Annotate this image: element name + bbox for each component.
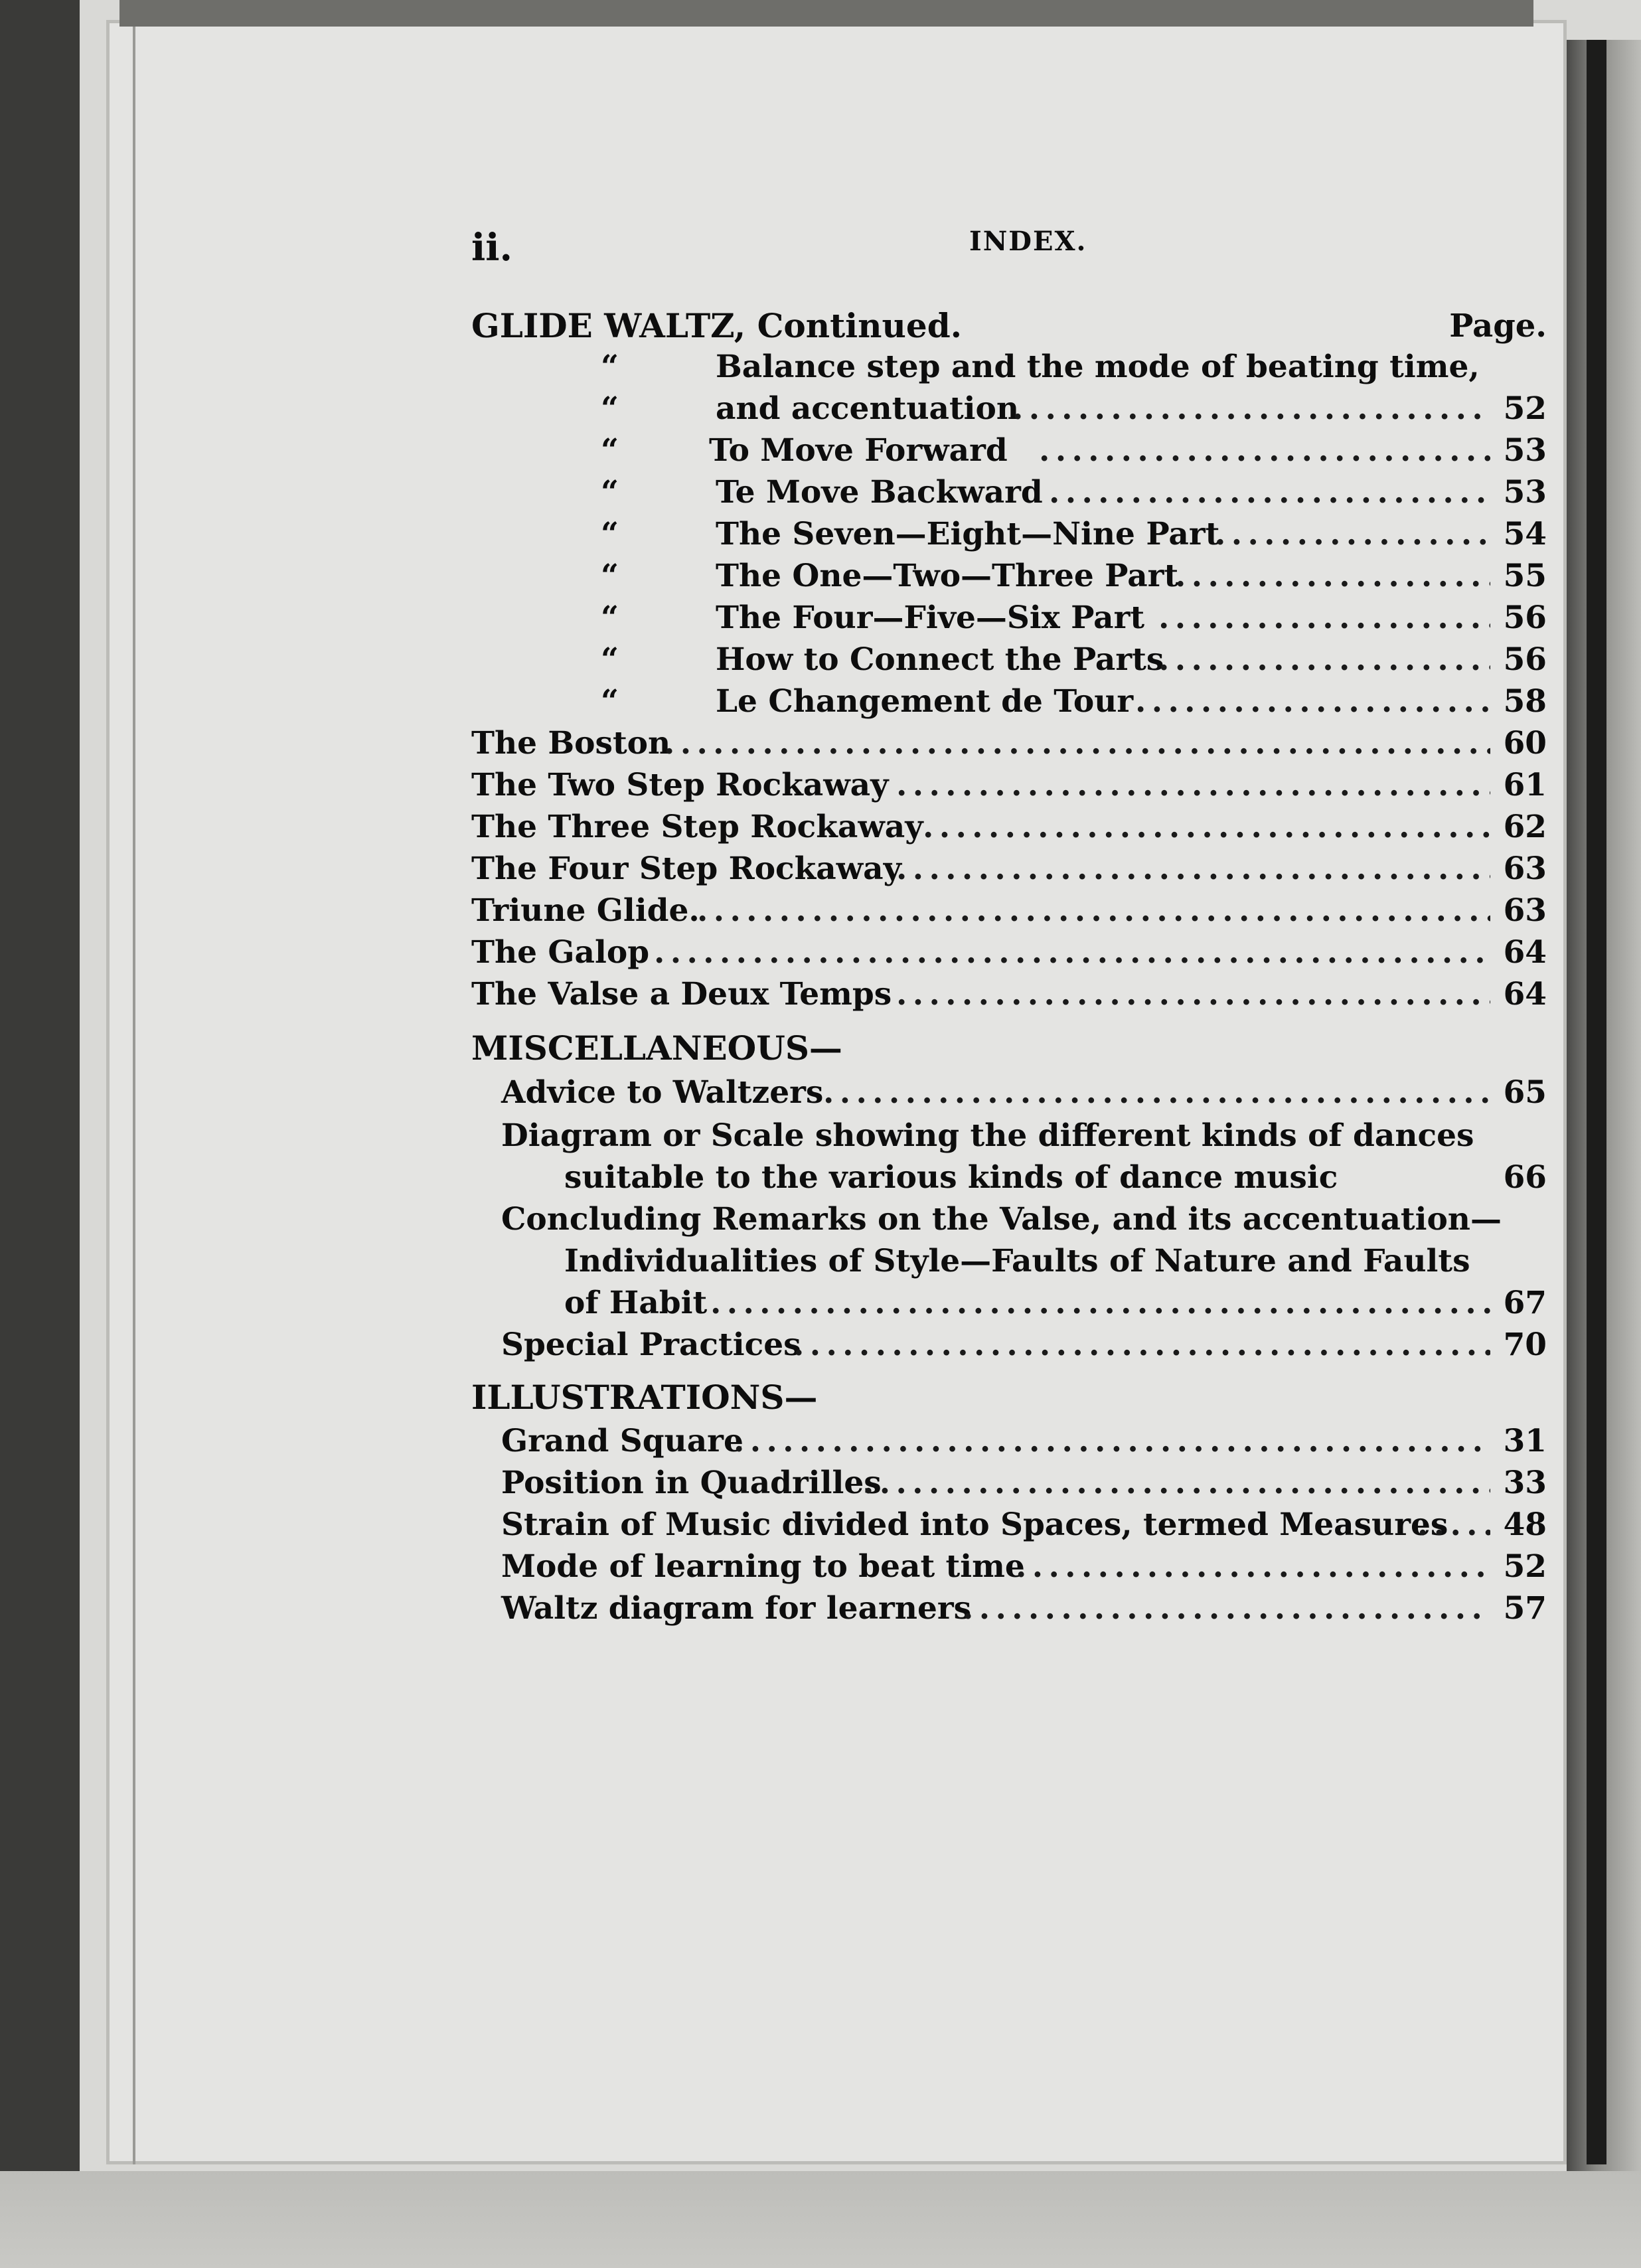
index-entry — [471, 723, 1547, 764]
entry-text: of Habit — [564, 1285, 708, 1321]
binding-spine — [1587, 40, 1606, 2164]
entry-text: Special Practices — [501, 1327, 801, 1363]
index-entry — [471, 639, 1547, 681]
scan-top-edge — [119, 0, 1533, 27]
entry-text: The Valse a Deux Temps — [471, 976, 892, 1012]
index-entry — [471, 807, 1547, 848]
dot-leader — [963, 1588, 1490, 1629]
page-numeral: ii. — [471, 226, 513, 270]
page-number: 57 — [1503, 1590, 1547, 1627]
ditto-mark: “ — [601, 683, 619, 720]
entry-text: Te Move Backward — [716, 474, 1043, 511]
index-entry — [471, 1115, 1547, 1157]
page-number: 65 — [1503, 1074, 1547, 1111]
dot-leader — [710, 1283, 1490, 1324]
index-entry — [471, 388, 1547, 430]
dot-leader — [923, 807, 1490, 848]
ditto-mark: “ — [601, 349, 619, 385]
scan-left-edge — [0, 0, 80, 2268]
page-number: 62 — [1503, 809, 1547, 845]
page-number: 64 — [1503, 934, 1547, 971]
entry-text: Le Changement de Tour — [716, 683, 1134, 720]
entry-text: The Two Step Rockaway — [471, 767, 889, 803]
page-number: 70 — [1503, 1327, 1547, 1363]
entry-text: The Three Step Rockaway — [471, 809, 923, 845]
entry-text: Mode of learning to beat time — [501, 1548, 1025, 1585]
page-edge-rule — [133, 20, 135, 2164]
dot-leader — [697, 890, 1490, 932]
entry-text: Concluding Remarks on the Valse, and its accentuation— — [501, 1201, 1502, 1238]
page-number: 63 — [1503, 850, 1547, 887]
entry-text: Balance step and the mode of beating time, — [716, 349, 1480, 385]
index-entry — [471, 1325, 1547, 1366]
ditto-mark: “ — [601, 558, 619, 594]
page-number: 53 — [1503, 474, 1547, 511]
index-entry — [471, 1072, 1547, 1113]
index-entry — [471, 430, 1547, 471]
index-entry — [471, 556, 1547, 597]
entry-text: and accentuation — [716, 390, 1020, 427]
page-title: INDEX. — [969, 226, 1087, 257]
dot-leader — [1417, 1504, 1490, 1546]
page-number: 53 — [1503, 432, 1547, 469]
page-number: 31 — [1503, 1423, 1547, 1459]
page-number: 60 — [1503, 725, 1547, 762]
dot-leader — [1016, 1546, 1490, 1587]
index-entry — [471, 1421, 1547, 1462]
page-number: 56 — [1503, 641, 1547, 678]
dot-leader — [896, 765, 1490, 806]
index-entry — [471, 974, 1547, 1015]
entry-text: Grand Square — [501, 1423, 743, 1459]
entry-text: The Boston — [471, 725, 671, 762]
page-column-label: Page. — [1449, 307, 1547, 345]
index-entry — [471, 681, 1547, 722]
ditto-mark: “ — [601, 474, 619, 511]
entry-text: Position in Quadrilles — [501, 1465, 882, 1501]
entry-text: The Seven—Eight—Nine Part — [716, 516, 1220, 552]
section-heading: ILLUSTRATIONS— — [471, 1378, 818, 1417]
index-entry — [471, 1157, 1547, 1198]
index-entry — [471, 514, 1547, 555]
index-entry — [471, 598, 1547, 639]
page-number: 66 — [1503, 1159, 1547, 1196]
index-entry — [471, 932, 1547, 973]
index-entry — [471, 472, 1547, 513]
dot-leader — [896, 849, 1490, 890]
index-entry — [471, 1504, 1547, 1546]
entry-text: The Four—Five—Six Part — [716, 600, 1145, 636]
page-number: 58 — [1503, 683, 1547, 720]
index-entry — [471, 1199, 1547, 1240]
page-number: 52 — [1503, 1548, 1547, 1585]
dot-leader — [863, 1463, 1490, 1504]
entry-text: The Four Step Rockaway — [471, 850, 901, 887]
index-entry — [471, 1546, 1547, 1587]
ditto-mark: “ — [601, 641, 619, 678]
dot-leader — [1012, 388, 1490, 430]
section-heading: MISCELLANEOUS— — [471, 1028, 842, 1068]
page-number: 61 — [1503, 767, 1547, 803]
dot-leader — [823, 1072, 1490, 1113]
dot-leader — [896, 974, 1490, 1015]
entry-text: The One—Two—Three Part — [716, 558, 1179, 594]
entry-text: Diagram or Scale showing the different kinds of dances — [501, 1117, 1474, 1154]
ditto-mark: “ — [601, 390, 619, 427]
page-number: 64 — [1503, 976, 1547, 1012]
scan-bottom-edge — [0, 2171, 1641, 2268]
dot-leader — [1215, 514, 1490, 555]
index-entry — [471, 1588, 1547, 1629]
ditto-mark: “ — [601, 432, 619, 469]
page-number: 56 — [1503, 600, 1547, 636]
entry-text: To Move Forward — [709, 432, 1008, 469]
page-number: 63 — [1503, 892, 1547, 929]
entry-text: The Galop — [471, 934, 650, 971]
index-entry — [471, 890, 1547, 932]
index-entry — [471, 1241, 1547, 1282]
entry-text: Waltz diagram for learners — [501, 1590, 972, 1627]
dot-leader — [1158, 598, 1490, 639]
index-entry — [471, 347, 1547, 388]
index-entry — [471, 849, 1547, 890]
dot-leader — [1039, 430, 1490, 471]
index-entry — [471, 765, 1547, 806]
glide-waltz-heading-row — [471, 305, 1547, 347]
page-number: 33 — [1503, 1465, 1547, 1501]
page-number: 67 — [1503, 1285, 1547, 1321]
dot-leader — [793, 1325, 1490, 1366]
dot-leader — [1158, 639, 1490, 681]
dot-leader — [1049, 472, 1490, 513]
dot-leader — [654, 932, 1490, 973]
dot-leader — [664, 723, 1490, 764]
index-entry — [471, 1283, 1547, 1324]
entry-text: How to Connect the Parts — [716, 641, 1164, 678]
page-number: 48 — [1503, 1506, 1547, 1543]
ditto-mark: “ — [601, 600, 619, 636]
dot-leader — [1175, 556, 1490, 597]
dot-leader — [1135, 681, 1490, 722]
entry-text: Advice to Waltzers — [501, 1074, 824, 1111]
entry-text: Strain of Music divided into Spaces, termed Measures — [501, 1506, 1448, 1543]
page-number: 52 — [1503, 390, 1547, 427]
section-heading: GLIDE WALTZ, Continued. — [471, 306, 963, 345]
page-number: 54 — [1503, 516, 1547, 552]
index-entry — [471, 1463, 1547, 1504]
entry-text: Individualities of Style—Faults of Nature and Faults — [564, 1243, 1470, 1279]
ditto-mark: “ — [601, 516, 619, 552]
entry-text: suitable to the various kinds of dance music — [564, 1159, 1338, 1196]
entry-text: Triune Glide. — [471, 892, 700, 929]
page-number: 55 — [1503, 558, 1547, 594]
dot-leader — [734, 1421, 1490, 1462]
